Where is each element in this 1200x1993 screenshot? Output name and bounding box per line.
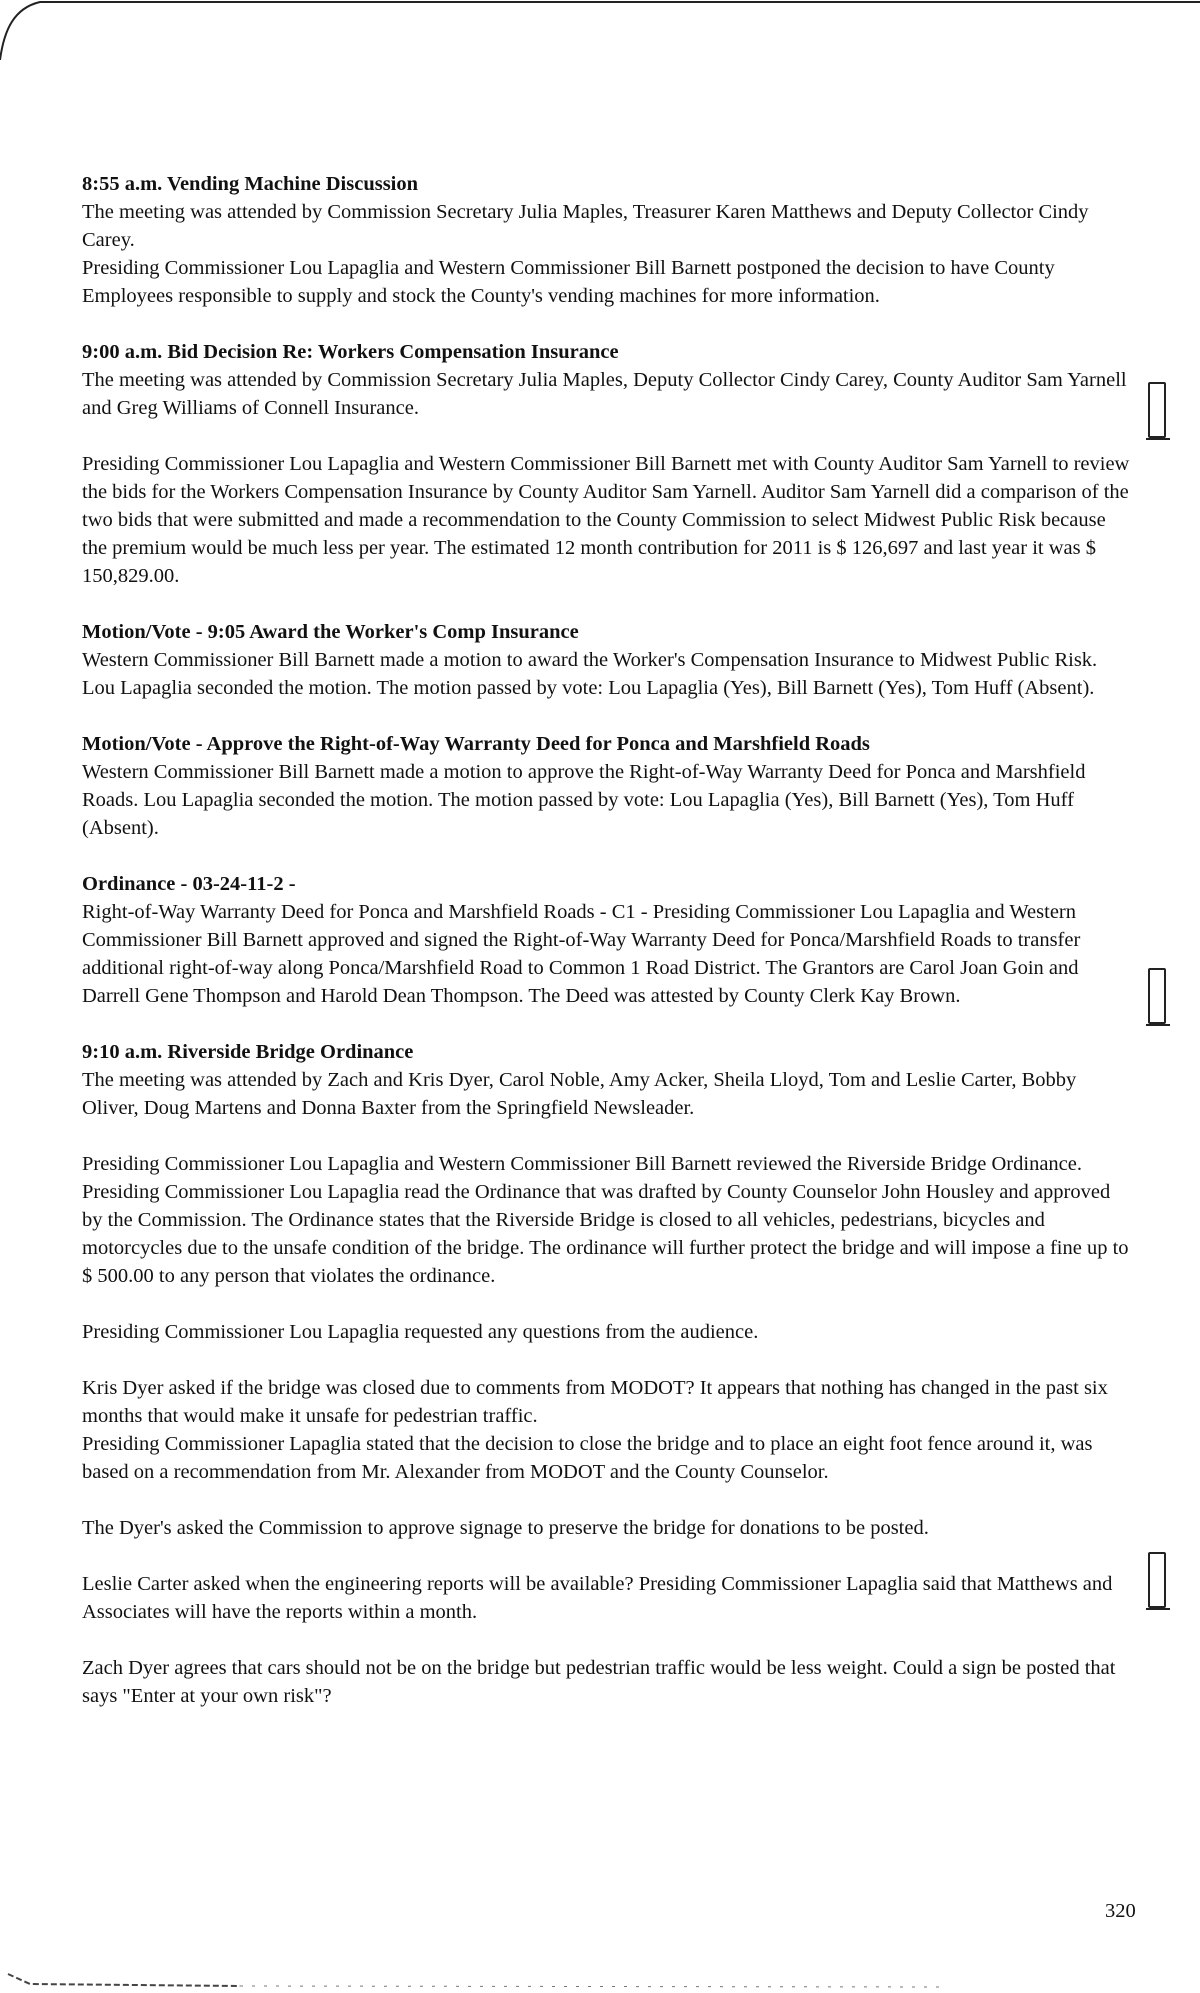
bracket-box-icon (1148, 968, 1166, 1024)
paragraph: The Dyer's asked the Commission to approve signage to preserve the bridge for donations to be posted. (82, 1517, 929, 1539)
page-number: 320 (1105, 1900, 1136, 1922)
paragraph: Leslie Carter asked when the engineering reports will be available? Presiding Commissioner Lapaglia said that Matthews and Associates will have the reports within a month. (82, 1573, 1113, 1623)
section-right-of-way-deed (82, 730, 1132, 842)
section-heading: Motion/Vote - 9:05 Award the Worker's Comp Insurance (82, 621, 579, 643)
section-award-workers-comp (82, 618, 1132, 702)
paragraph: Presiding Commissioner Lou Lapaglia and Western Commissioner Bill Barnett met with County Auditor Sam Yarnell to review the bids for the Workers Compensation Insurance by County Auditor Sam Yarnell. Auditor Sam Yarnell did a comparison of the two bids that were submitted and made a recommendation to the County Commission to select Midwest Public Risk because the premium would be much less per year. The estimated 12 month contribution for 2011 is $ 126,697 and last year it was $ 150,829.00. (82, 453, 1130, 587)
section-heading: 9:00 a.m. Bid Decision Re: Workers Compensation Insurance (82, 341, 619, 363)
paragraph: Presiding Commissioner Lou Lapaglia requested any questions from the audience. (82, 1321, 759, 1343)
paragraph: Western Commissioner Bill Barnett made a motion to approve the Right-of-Way Warranty Deed for Ponca and Marshfield Roads. Lou Lapaglia seconded the motion. The motion passed by vote: Lou Lapaglia (Yes), Bill Barnett (Yes), Tom Huff (Absent). (82, 761, 1086, 839)
bracket-box-icon (1148, 382, 1166, 438)
paragraph: Presiding Commissioner Lou Lapaglia and Western Commissioner Bill Barnett postponed the decision to have County Employees responsible to supply and stock the County's vending machines for more information. (82, 257, 1055, 307)
minutes-page (82, 170, 1132, 1738)
section-ordinance (82, 870, 1132, 1010)
section-workers-comp-bid (82, 338, 1132, 590)
paragraph: The meeting was attended by Commission Secretary Julia Maples, Treasurer Karen Matthews and Deputy Collector Cindy Carey. (82, 201, 1089, 251)
section-heading: 9:10 a.m. Riverside Bridge Ordinance (82, 1041, 414, 1063)
paragraph: The meeting was attended by Commission Secretary Julia Maples, Deputy Collector Cindy Carey, County Auditor Sam Yarnell and Greg Williams of Connell Insurance. (82, 369, 1127, 419)
section-heading: 8:55 a.m. Vending Machine Discussion (82, 173, 419, 195)
paragraph: Right-of-Way Warranty Deed for Ponca and Marshfield Roads - C1 - Presiding Commissioner Lou Lapaglia and Western Commissioner Bill Barnett approved and signed the Right-of-Way Warranty Deed for Ponca/Marshfield Roads to transfer additional right-of-way along Ponca/Marshfield Road to Common 1 Road District. The Grantors are Carol Joan Goin and Darrell Gene Thompson and Harold Dean Thompson. The Deed was attested by County Clerk Kay Brown. (82, 901, 1081, 1007)
paragraph: Presiding Commissioner Lapaglia stated that the decision to close the bridge and to place an eight foot fence around it, was based on a recommendation from Mr. Alexander from MODOT and the County Counselor. (82, 1433, 1093, 1483)
scan-top-edge (0, 0, 1200, 60)
paragraph: Zach Dyer agrees that cars should not be on the bridge but pedestrian traffic would be less weight. Could a sign be posted that says "Enter at your own risk"? (82, 1657, 1116, 1707)
paragraph: The meeting was attended by Zach and Kris Dyer, Carol Noble, Amy Acker, Sheila Lloyd, Tom and Leslie Carter, Bobby Oliver, Doug Martens and Donna Baxter from the Springfield Newsleader. (82, 1069, 1077, 1119)
section-vending-machine (82, 170, 1132, 310)
scan-bottom-edge (0, 1960, 1200, 1993)
section-heading: Motion/Vote - Approve the Right-of-Way Warranty Deed for Ponca and Marshfield Roads (82, 733, 870, 755)
paragraph: Presiding Commissioner Lou Lapaglia and Western Commissioner Bill Barnett reviewed the Riverside Bridge Ordinance. Presiding Commissioner Lou Lapaglia read the Ordinance that was drafted by County Counselor John Housley and approved by the Commission. The Ordinance states that the Riverside Bridge is closed to all vehicles, pedestrians, bicycles and motorcycles due to the unsafe condition of the bridge. The ordinance will further protect the bridge and will impose a fine up to $ 500.00 to any person that violates the ordinance. (82, 1153, 1129, 1287)
section-riverside-bridge (82, 1038, 1132, 1710)
section-heading: Ordinance - 03-24-11-2 - (82, 873, 296, 895)
bracket-box-icon (1148, 1552, 1166, 1608)
paragraph: Kris Dyer asked if the bridge was closed due to comments from MODOT? It appears that nothing has changed in the past six months that would make it unsafe for pedestrian traffic. (82, 1377, 1108, 1427)
paragraph: Western Commissioner Bill Barnett made a motion to award the Worker's Compensation Insurance to Midwest Public Risk. Lou Lapaglia seconded the motion. The motion passed by vote: Lou Lapaglia (Yes), Bill Barnett (Yes), Tom Huff (Absent). (82, 649, 1098, 699)
